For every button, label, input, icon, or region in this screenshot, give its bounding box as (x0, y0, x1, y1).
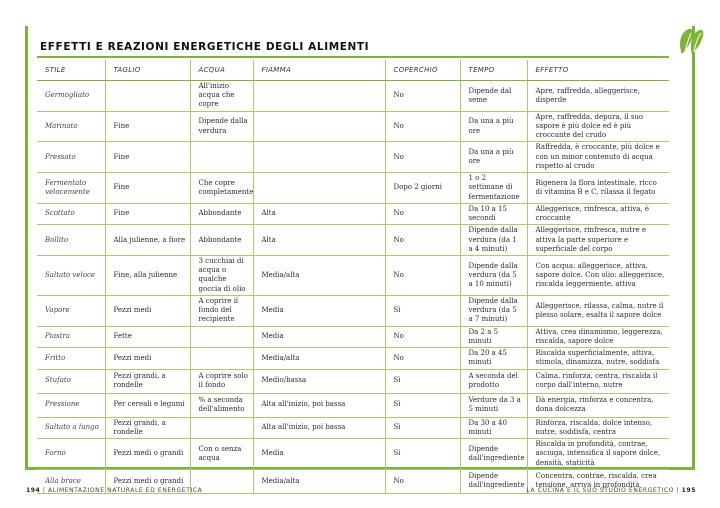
cell-effetto: Raffredda, è croccante, più dolce e con un minor contenuto di acqua rispetto al crudo (527, 142, 669, 173)
table-row (37, 417, 669, 438)
cell-stile: Fermentato velocemente (37, 173, 105, 204)
page-title: EFFETTI E REAZIONI ENERGETICHE DEGLI ALIMENTI (40, 41, 370, 53)
cell-acqua (190, 326, 253, 347)
cell-fiamma: Media/alta (253, 255, 385, 295)
cell-taglio: Pezzi medi (105, 348, 190, 369)
cell-tempo: Dipende dalla verdura (da 5 a 10 minuti) (460, 255, 527, 295)
cell-tempo: Da una a più ore (460, 111, 527, 142)
column-header-fiamma: FIAMMA (253, 60, 385, 81)
cell-fiamma: Media/alta (253, 469, 385, 493)
cell-stile: Fritto (37, 348, 105, 369)
cell-coperchio: No (385, 348, 460, 369)
cell-taglio: Pezzi medi o grandi (105, 469, 190, 493)
cell-coperchio: Sì (385, 295, 460, 326)
table-body (37, 81, 669, 494)
cell-fiamma: Alta all'inizio, poi bassa (253, 393, 385, 417)
table-row (37, 348, 669, 369)
cell-tempo: Dipende dalla verdura (da 5 a 7 minuti) (460, 295, 527, 326)
cell-tempo: Da 30 a 40 minuti (460, 417, 527, 438)
cell-taglio: Fette (105, 326, 190, 347)
cell-tempo: Da 10 a 15 secondi (460, 203, 527, 224)
cell-coperchio: Sì (385, 393, 460, 417)
column-header-tempo: TEMPO (460, 60, 527, 81)
cell-stile: Scottato (37, 203, 105, 224)
cell-stile: Bollito (37, 225, 105, 256)
cell-fiamma (253, 142, 385, 173)
cell-fiamma (253, 173, 385, 204)
cell-taglio: Fine (105, 173, 190, 204)
cell-fiamma: Alta all'inizio, poi bassa (253, 417, 385, 438)
cell-tempo: Verdure da 3 a 5 minuti (460, 393, 527, 417)
cell-acqua: A coprire il fondo del recipiente (190, 295, 253, 326)
column-header-coperchio: COPERCHIO (385, 60, 460, 81)
olive-leaf-logo-icon (676, 24, 706, 60)
cell-tempo: Da 2 a 5 minuti (460, 326, 527, 347)
cell-taglio: Fine (105, 111, 190, 142)
footer-right-running-title: LA CUCINA E IL SUO STUDIO ENERGETICO (526, 487, 675, 494)
cell-acqua: Abbondante (190, 225, 253, 256)
cell-taglio: Alla julienne, a fiore (105, 225, 190, 256)
cell-effetto: Rigenera la flora intestinale, ricco di vitamina B e C, rilassa il fegato (527, 173, 669, 204)
energy-effects-table (37, 60, 669, 494)
cell-coperchio: No (385, 255, 460, 295)
cell-acqua: Dipende dalla verdura (190, 111, 253, 142)
cell-acqua: % a seconda dell'alimento (190, 393, 253, 417)
table-row (37, 369, 669, 393)
cell-coperchio: Sì (385, 369, 460, 393)
cell-acqua (190, 142, 253, 173)
cell-effetto: Rinforza, riscalda, dolce intenso, nutre, soddisfa, centra (527, 417, 669, 438)
footer-right-page-number: 195 (681, 487, 696, 494)
cell-tempo: Da una a più ore (460, 142, 527, 173)
cell-coperchio: No (385, 111, 460, 142)
cell-tempo: Dipende dall'ingrediente (460, 469, 527, 493)
cell-coperchio: No (385, 225, 460, 256)
cell-taglio (105, 81, 190, 112)
cell-stile: Saltato veloce (37, 255, 105, 295)
cell-stile: Pressato (37, 142, 105, 173)
cell-effetto: Attiva, crea dinamismo, leggerezza, riscalda, sapore dolce (527, 326, 669, 347)
cell-fiamma: Media (253, 326, 385, 347)
cell-coperchio: No (385, 142, 460, 173)
cell-stile: Alla brace (37, 469, 105, 493)
cell-acqua: 3 cucchiai di acqua o qualche goccia di olio (190, 255, 253, 295)
cell-stile: Pressione (37, 393, 105, 417)
cell-stile: Piastra (37, 326, 105, 347)
table-row (37, 111, 669, 142)
footer-right-separator: | (676, 487, 682, 494)
cell-effetto: Alleggerisce, rilassa, calma, nutre il plesso solare, esalta il sapore dolce (527, 295, 669, 326)
cell-taglio: Fine (105, 203, 190, 224)
cell-fiamma: Alta (253, 203, 385, 224)
cell-effetto: Dà energia, rinforza e concentra, dona dolcezza (527, 393, 669, 417)
cell-acqua (190, 348, 253, 369)
table-row (37, 203, 669, 224)
footer-left-running-title: ALIMENTAZIONE NATURALE ED ENERGETICA (47, 487, 203, 494)
column-header-stile: STILE (37, 60, 105, 81)
cell-acqua (190, 417, 253, 438)
table-row (37, 326, 669, 347)
table-row (37, 173, 669, 204)
cell-effetto: Calma, rinforza, centra, riscalda il corpo dall'interno, nutre (527, 369, 669, 393)
cell-stile: Saltato a lungo (37, 417, 105, 438)
column-header-taglio: TAGLIO (105, 60, 190, 81)
cell-coperchio: No (385, 203, 460, 224)
cell-effetto: Riscalda in profondità, contrae, asciuga, intensifica il sapore dolce, densità, staticità (527, 439, 669, 470)
table-row (37, 225, 669, 256)
cell-coperchio: Dopo 2 giorni (385, 173, 460, 204)
cell-taglio: Pezzi grandi, a rondelle (105, 369, 190, 393)
footer-left (26, 487, 202, 494)
cell-coperchio: No (385, 326, 460, 347)
table-row (37, 295, 669, 326)
cell-fiamma: Media/alta (253, 348, 385, 369)
cell-tempo: Dipende dall'ingrediente (460, 439, 527, 470)
cell-effetto: Apre, raffredda, alleggerisce, disperde (527, 81, 669, 112)
column-header-effetto: EFFETTO (527, 60, 669, 81)
cell-coperchio: Sì (385, 439, 460, 470)
cell-tempo: A seconda del prodotto (460, 369, 527, 393)
table-row (37, 81, 669, 112)
cell-taglio: Pezzi grandi, a rondelle (105, 417, 190, 438)
cell-effetto: Con acqua: alleggerisce, attiva, sapore dolce. Con olio: alleggerisce, riscalda leggermente, attiva (527, 255, 669, 295)
cell-taglio: Pezzi medi (105, 295, 190, 326)
cell-taglio: Fine, alla julienne (105, 255, 190, 295)
cell-acqua: Che copre completamente (190, 173, 253, 204)
cell-stile: Forno (37, 439, 105, 470)
column-header-acqua: ACQUA (190, 60, 253, 81)
cell-effetto: Alleggerisce, rinfresca, nutre e attiva la parte superiore e superficiale del corpo (527, 225, 669, 256)
cell-effetto: Concentra, contrae, riscalda, crea tensione, arriva in profondità (527, 469, 669, 493)
cell-taglio: Per cereali e legumi (105, 393, 190, 417)
page-frame-right (692, 26, 695, 470)
cell-effetto: Riscalda superficialmente, attiva, stimola, dinamizza, nutre, soddisfa (527, 348, 669, 369)
cell-tempo: Dipende dalla verdura (da 1 a 4 minuti) (460, 225, 527, 256)
cell-stile: Germogliato (37, 81, 105, 112)
cell-acqua: Abbondante (190, 203, 253, 224)
cell-tempo: Dipende dal seme (460, 81, 527, 112)
cell-stile: Vapore (37, 295, 105, 326)
cell-stile: Stufato (37, 369, 105, 393)
cell-effetto: Alleggerisce, rinfresca, attiva, è croccante (527, 203, 669, 224)
cell-taglio: Pezzi medi o grandi (105, 439, 190, 470)
cell-fiamma (253, 81, 385, 112)
cell-fiamma: Media (253, 439, 385, 470)
cell-fiamma: Media (253, 295, 385, 326)
cell-acqua: A coprire solo il fondo (190, 369, 253, 393)
cell-stile: Marinato (37, 111, 105, 142)
cell-acqua: All'inizio acqua che copre (190, 81, 253, 112)
cell-effetto: Apre, raffredda, depura, il suo sapore è più dolce ed è più croccante del crudo (527, 111, 669, 142)
cell-fiamma: Medio/bassa (253, 369, 385, 393)
cell-tempo: Da 20 a 45 minuti (460, 348, 527, 369)
cell-fiamma: Alta (253, 225, 385, 256)
cell-coperchio: No (385, 81, 460, 112)
cell-acqua: Con o senza acqua (190, 439, 253, 470)
table-row (37, 255, 669, 295)
table-row (37, 142, 669, 173)
cell-taglio: Fine (105, 142, 190, 173)
table-row (37, 393, 669, 417)
cell-coperchio: No (385, 469, 460, 493)
cell-tempo: 1 o 2 settimane di fermentazione (460, 173, 527, 204)
footer-left-separator: | (42, 487, 48, 494)
footer-left-page-number: 194 (26, 487, 41, 494)
cell-fiamma (253, 111, 385, 142)
table-header-row (37, 60, 669, 81)
table-row (37, 439, 669, 470)
footer-right (526, 487, 696, 494)
cell-coperchio: Sì (385, 417, 460, 438)
title-rule (37, 56, 669, 58)
